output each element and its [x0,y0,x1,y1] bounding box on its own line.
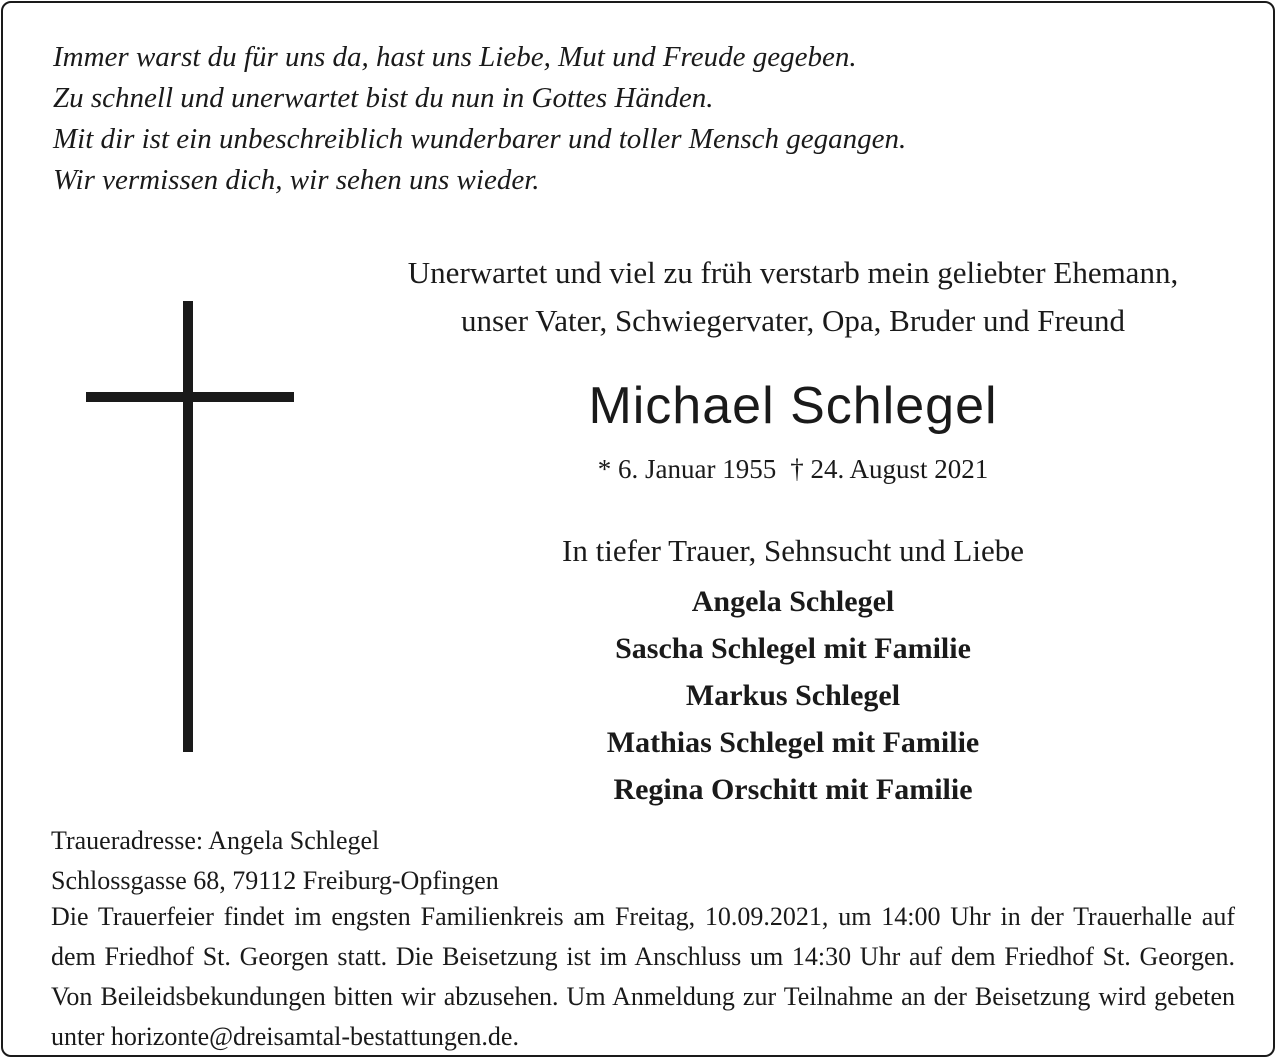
mourner-name: Markus Schlegel [685,679,901,712]
obituary-frame [1,1,1275,1057]
mourning-phrase: In tiefer Trauer, Sehnsucht und Liebe [562,533,1024,568]
life-dates [333,451,1253,487]
poem [53,37,906,201]
mourner-name: Sascha Schlegel mit Familie [615,632,971,665]
poem-line: Immer warst du für uns da, hast uns Liebe, Mut und Freude gegeben. [53,41,857,73]
cross-vertical-bar [183,301,193,752]
poem-line: Zu schnell und unerwartet bist du nun in Gottes Händen. [53,82,714,114]
address-line: Traueradresse: Angela Schlegel [51,826,380,855]
funeral-notice: Die Trauerfeier findet im engsten Familienkreis am Freitag, 10.09.2021, um 14:00 Uhr in der Trauerhalle auf dem Friedhof St. Georgen statt. Die Beisetzung ist im Anschluss um 14:30 Uhr auf dem Friedhof St. Georgen. Von Beileidsbekundungen bitten wir abzusehen. Um Anmeldung zur Teilnahme an der Beisetzung wird gebeten unter horizonte@dreisamtal-bestattungen.de. [51,902,1235,1051]
cross-icon [86,301,294,752]
poem-line: Mit dir ist ein unbeschreiblich wunderbarer und toller Mensch gegangen. [53,123,907,155]
mourner-name: Mathias Schlegel mit Familie [606,726,980,759]
intro-line: unser Vater, Schwiegervater, Opa, Bruder und Freund [460,303,1126,338]
mourner-name: Angela Schlegel [691,585,895,618]
mourners-list [333,578,1253,813]
mourner-name: Regina Orschitt mit Familie [613,773,973,806]
intro-text [333,249,1253,345]
mourning-address [51,821,499,901]
cross-horizontal-bar [86,392,294,402]
address-line: Schlossgasse 68, 79112 Freiburg-Opfingen [51,866,499,895]
birth-date: * 6. Januar 1955 [597,454,777,484]
intro-line: Unerwartet und viel zu früh verstarb mein geliebter Ehemann, [407,255,1179,290]
poem-line: Wir vermissen dich, wir sehen uns wieder. [53,164,540,196]
death-date: † 24. August 2021 [790,454,989,484]
deceased-name: Michael Schlegel [588,377,998,435]
